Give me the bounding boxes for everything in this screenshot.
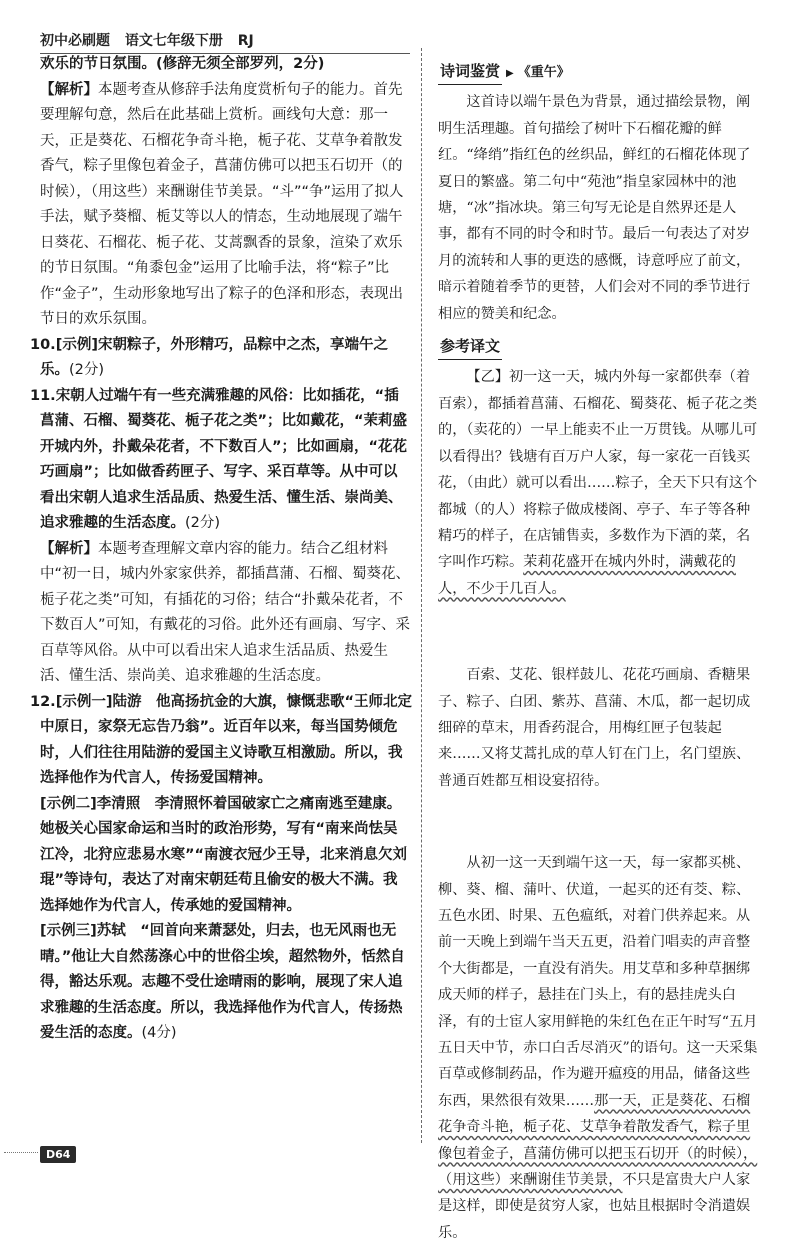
q11-points: (2分) xyxy=(185,515,221,531)
translation-p3-text: 从初一这一天到端午这一天，每一家都买桃、柳、葵、榴、蒲叶、伏道，一起买的还有茭、粽、五色水团、时果、五色瘟纸，对着门供养起来。从前一天晚上到端午当天五更，沿着门唱卖的声音整个大街都是，一直没有消失。用艾草和多种草捆绑成天师的样子，悬挂在门头上，有的悬挂虎头白泽，有的士宦人家用鲜艳的朱红色在正午时写“五月五日天中节，赤口白舌尽消灭”的语句。这一天采集百草或修制药品，作为避开瘟疫的用品，储备这些东西，果然很有效果…… xyxy=(438,855,758,1109)
q10-tag: [示例] xyxy=(55,336,98,353)
q10-points: (2分) xyxy=(69,362,105,378)
q10-answer: 宋朝粽子，外形精巧，品粽中之杰，享端午之乐。 xyxy=(40,336,388,378)
q9-analysis-text: 本题考查从修辞手法角度赏析句子的能力。首先要理解句意，然后在此基础上赏析。画线句大意：那一天，正是葵花、石榴花争奇斗艳，栀子花、艾草争着散发香气，粽子里像包着金子，菖蒲仿佛可以把玉石切开（的时候），（用这些）来酬谢佳节美景。“斗”“争”运用了拟人手法，赋予葵榴、栀艾等以人的情态，生动地展现了端午日葵花、石榴花、栀子花、艾蒿飘香的景象，渲染了欢乐的节日氛围。“角黍包金”运用了比喻手法，将“粽子”比作“金子”，生动形象地写出了粽子的色泽和形态，表现出节日的欢乐氛围。 xyxy=(40,81,404,327)
column-divider xyxy=(421,48,422,1143)
translation-p3-end: 不只是富贵大户人家是这样，即使是贫穷人家，也姑且根据时令消遣娱乐。 xyxy=(438,1172,751,1241)
q12-points: (4分) xyxy=(141,1025,177,1041)
q10 xyxy=(30,333,412,384)
translation-para-1 xyxy=(438,364,764,602)
q9-analysis-tag: 【解析】 xyxy=(40,81,98,98)
translation-section-heading xyxy=(438,333,764,360)
q12-number: 12. xyxy=(30,693,56,710)
q11-answer: 宋朝人过端午有一些充满雅趣的风俗：比如插花，“插菖蒲、石榴、蜀葵花、栀子花之类”；比如戴花，“茉莉盛开城内外，扑戴朵花者，不下数百人”；比如画扇，“花花巧画扇”；比如做香药匣子、写字、采百草等。从中可以看出宋朝人追求生活品质、热爱生活、懂生活、崇尚美、追求雅趣的生活态度。 xyxy=(40,387,408,531)
q12-example-1 xyxy=(30,690,412,792)
q11-analysis-tag: 【解析】 xyxy=(40,540,98,557)
q12-ex2-text: 李清照 李清照怀着国破家亡之痛南逃至建康。她极关心国家命运和当时的政治形势，写有“南来尚怯吴江冷，北狩应悲易水寒”“南渡衣冠少王导，北来消息欠刘琨”等诗句，表达了对南宋朝廷苟且偷安的极大不满。我选择她作为代言人，传承她的爱国精神。 xyxy=(40,795,408,914)
carry-text: 欢乐的节日氛围。 xyxy=(40,56,156,72)
translation-p3-wavy: 那一天，正是葵花、石榴花争奇斗艳，栀子花、艾草争着散发香气，粽子里像包着金子，菖蒲仿佛可以把玉石切开（的时候），（用这些）来酬谢佳节美景， xyxy=(438,1092,758,1189)
q12-ex2-tag: [示例二] xyxy=(40,795,97,812)
translation-p1-wavy: 茉莉花盛开在城内外时，满戴花的人，不少于几百人。 xyxy=(438,554,736,597)
header-subject: 语文七年级下册 xyxy=(124,33,223,49)
translation-para-2: 百索、艾花、银样鼓儿、花花巧画扇、香糖果子、粽子、白团、紫苏、菖蒲、木瓜，都一起切成细碎的草末，用香药混合，用梅红匣子包装起来……又将艾蒿扎成的草人钉在门上，名门望族、普通百姓都互相设宴招待。 xyxy=(438,667,751,789)
carry-line xyxy=(40,52,412,78)
q12-example-3 xyxy=(40,919,412,1047)
q12-ex1-text: 陆游 他高扬抗金的大旗，慷慨悲歌“王师北定中原日，家祭无忘告乃翁”。近百年以来，每当国势倾危时，人们往往用陆游的爱国主义诗歌互相激励。所以，我选择他作为代言人，传扬爱国精神。 xyxy=(40,693,412,786)
q12-example-2 xyxy=(40,792,412,920)
carry-note: (修辞无须全部罗列，2分) xyxy=(156,56,325,72)
q10-number: 10. xyxy=(30,336,56,353)
header-edition: RJ xyxy=(237,33,254,49)
poem-section-title: 诗词鉴赏 xyxy=(438,58,502,85)
q11 xyxy=(30,384,412,537)
translation-para-3 xyxy=(438,850,764,1246)
translation-p1-text: 【乙】初一这一天，城内外每一家都供奉（着百索），都插着菖蒲、石榴花、蜀葵花、栀子花之类的，（卖花的）一早上能卖不止一万贯钱。从哪儿可以看得出？钱塘有百万户人家，每一家花一百钱买花，（由此）就可以看出……粽子，全天下只有这个都城（的人）将粽子做成楼阁、亭子、车子等各种精巧的样子，在店铺售卖，多数作为下酒的菜，名字叫作巧粽。 xyxy=(438,369,758,571)
q11-analysis xyxy=(40,537,412,690)
poem-section-heading xyxy=(438,58,764,87)
poem-name: 《重午》 xyxy=(517,65,570,80)
left-column xyxy=(30,52,412,1047)
q11-analysis-text: 本题考查理解文章内容的能力。结合乙组材料中“初一日，城内外家家供养，都插菖蒲、石榴、蜀葵花、栀子花之类”可知，有插花的习俗；结合“扑戴朵花者，不下数百人”可知，有戴花的习俗。此外还有画扇、写字、采百草等风俗。从中可以看出宋人追求生活品质、热爱生活、懂生活、崇尚美、追求雅趣的生活态度。 xyxy=(40,540,411,684)
q9-analysis xyxy=(40,78,412,333)
footer-dots xyxy=(4,1152,38,1153)
q12-ex3-tag: [示例三] xyxy=(40,923,97,939)
header-series: 初中必刷题 xyxy=(40,33,110,49)
page-header xyxy=(40,30,410,54)
page-number: D64 xyxy=(40,1146,76,1163)
poem-appreciation: 这首诗以端午景色为背景，通过描绘景物，阐明生活理趣。首句描绘了树叶下石榴花瓣的鲜红。“绛绡”指红色的丝织品，鲜红的石榴花体现了夏日的繁盛。第二句中“苑池”指皇家园林中的池塘，“冰”指冰块。第三句写无论是自然界还是人事，都有不同的时令和时节。最后一句表达了对岁月的流转和人事的更迭的感慨，诗意呼应了前文，暗示着随着季节的更替，人们会对不同的季节进行相应的赞美和纪念。 xyxy=(438,94,751,322)
q11-number: 11. xyxy=(30,387,56,404)
triangle-icon: ▶ xyxy=(506,68,514,79)
right-column xyxy=(438,58,764,1246)
translation-section-title: 参考译文 xyxy=(438,333,502,360)
q12-ex1-tag: [示例一] xyxy=(55,693,113,710)
q12-ex3-text: 苏轼 “回首向来萧瑟处，归去，也无风雨也无晴。”他让大自然荡涤心中的世俗尘埃，超然物外，恬然自得，豁达乐观。志趣不受仕途晴雨的影响，展现了宋人追求雅趣的生活态度。所以，我选择他作为代言人，传扬热爱生活的态度。 xyxy=(40,923,405,1041)
